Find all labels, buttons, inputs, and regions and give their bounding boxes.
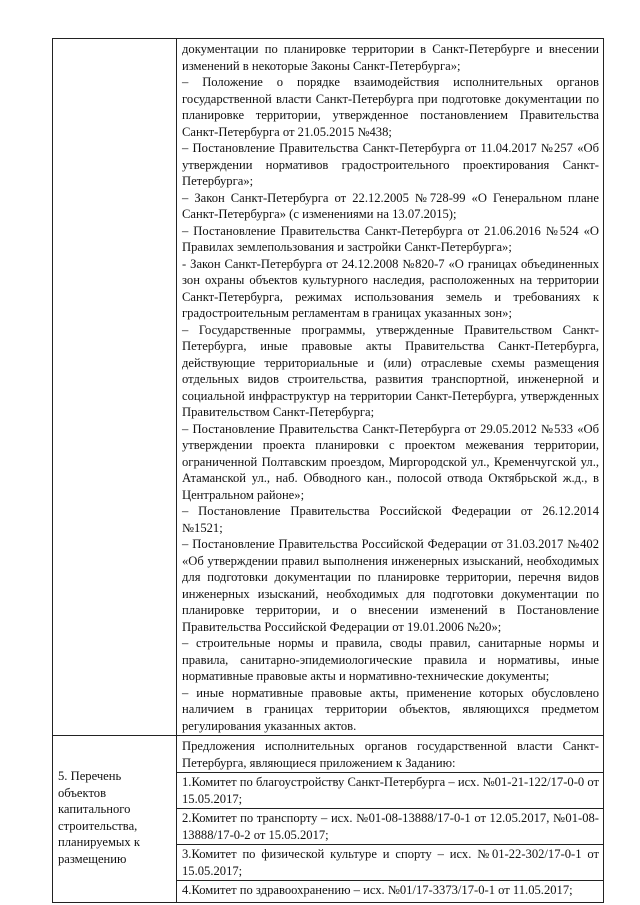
list-item: документации по планировке территории в Санкт-Петербурге и внесении изменений в некоторые Законы Санкт-Петербурга»; <box>182 42 599 73</box>
requirements-table <box>52 38 604 903</box>
regulations-list-cell <box>177 39 604 736</box>
list-item: – Постановление Правительства Санкт-Петербурга от 11.04.2017 №257 «Об утверждении нормативов градостроительного проектирования Санкт-Петербурга»; <box>182 141 599 188</box>
row-label-cell <box>53 39 177 736</box>
list-item: Предложения исполнительных органов государственной власти Санкт-Петербурга, являющиеся приложением к Заданию: <box>177 737 603 773</box>
list-item: 3.Комитет по физической культуре и спорту – исх. №01-22-302/17-0-1 от 15.05.2017; <box>177 845 603 881</box>
list-item: – Положение о порядке взаимодействия исполнительных органов государственной власти Санкт-Петербурга при подготовке документации по планировке территории, утвержденное постановлением Правительства Санкт-Петербурга от 21.05.2015 №438; <box>182 75 599 139</box>
list-item: – Государственные программы, утвержденные Правительством Санкт-Петербурга, иные правовые акты Правительства Санкт-Петербурга, действующие территориальные и (или) отраслевые схемы размещения отдельных видов строительства, развития транспортной, инженерной и социальной инфраструктур на территории Санкт-Петербурга, утвержденных Правительством Санкт-Петербурга; <box>182 322 599 419</box>
table-row <box>53 736 604 903</box>
list-item: - Закон Санкт-Петербурга от 24.12.2008 №820-7 «О границах объединенных зон охраны объектов культурного наследия, расположенных на территории Санкт-Петербурга, режимах использования земель и требованиях к градостроительным регламентам в границах указанных зон»; <box>182 256 599 320</box>
table-row <box>53 39 604 736</box>
list-item: 2.Комитет по транспорту – исх. №01-08-13888/17-0-1 от 12.05.2017, №01-08-13888/17-0-2 от 15.05.2017; <box>177 809 603 845</box>
list-item: – Постановление Правительства Санкт-Петербурга от 29.05.2012 №533 «Об утверждении проекта планировки с проектом межевания территории, ограниченной Полтавским проездом, Миргородской ул., Кременчугской ул., Атаманской ул., наб. Обводного кан., полосой отвода Октябрьской ж.д., в Центральном районе»; <box>182 421 599 502</box>
proposals-list-cell <box>177 736 604 903</box>
row-label-cell <box>53 736 177 903</box>
list-item: – иные нормативные правовые акты, применение которых обусловлено наличием в границах территории объектов, являющихся предметом регулирования указанных актов. <box>182 685 599 733</box>
list-item: – Закон Санкт-Петербурга от 22.12.2005 №728-99 «О Генеральном плане Санкт-Петербурга» (с изменениями на 13.07.2015); <box>182 190 599 221</box>
list-item: 4.Комитет по здравоохранению – исх. №01/17-3373/17-0-1 от 11.05.2017; <box>182 883 573 897</box>
row-label: 5. Перечень объектов капитального строительства, планируемых к размещению <box>58 769 140 866</box>
list-item: 1.Комитет по благоустройству Санкт-Петербурга – исх. №01-21-122/17-0-0 от 15.05.2017; <box>177 773 603 809</box>
row-label <box>53 39 176 75</box>
list-item: – Постановление Правительства Российской Федерации от 26.12.2014 №1521; <box>182 504 599 535</box>
list-item: – строительные нормы и правила, своды правил, санитарные нормы и правила, санитарно-эпидемиологические правила и нормативы, иные нормативные правовые акты и нормативно-технические документы; <box>182 636 599 683</box>
list-item: – Постановление Правительства Российской Федерации от 31.03.2017 №402 «Об утверждении правил выполнения инженерных изысканий, необходимых для подготовки документации по планировке территории, перечня видов инженерных изысканий, необходимых для подготовки документации по планировке территории, и о внесении изменений в Постановление Правительства Российской Федерации от 19.01.2006 №20»; <box>182 537 599 634</box>
list-item: – Постановление Правительства Санкт-Петербурга от 21.06.2016 №524 «О Правилах землепользования и застройки Санкт-Петербурга»; <box>182 223 599 254</box>
